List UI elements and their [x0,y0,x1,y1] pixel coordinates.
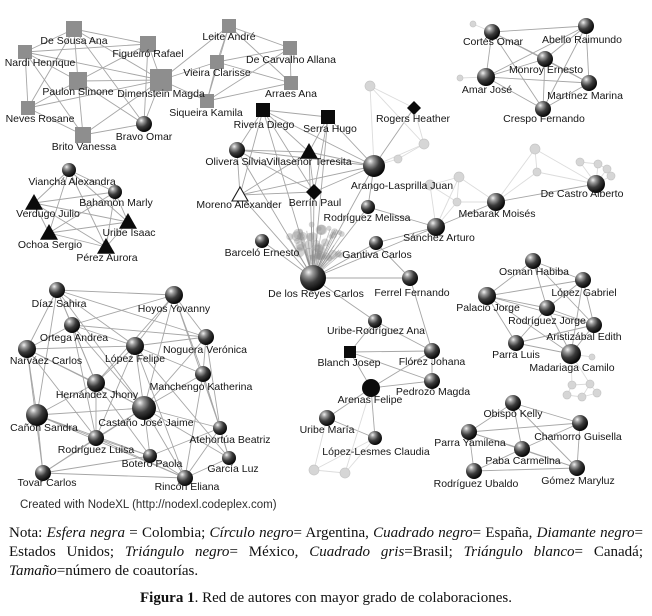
node-label-co: Cortés Omar [462,36,524,48]
node-dca [283,41,297,55]
hub-node [328,234,333,239]
node-label-dm: Dimenstein Magda [117,88,205,100]
node-label-ff: Ferrel Fernando [374,287,450,299]
node-l7 [530,144,540,154]
node-label-rd: Rivera Diego [233,119,295,131]
figure-caption [0,590,652,607]
note-text: = Argentina, [293,525,374,541]
node-label-be: Barceló Ernesto [224,247,300,259]
node-l5 [454,172,464,182]
node-label-mc: Madariaga Camilo [529,362,615,374]
node-gm [569,460,585,476]
node-ff [402,270,418,286]
hub-node [321,238,329,246]
node-label-ura: Uribe-Rodríguez Ana [326,325,426,337]
node-label-pa: Pérez Aurora [76,252,138,264]
note-text: = Estados Unidos; [9,525,643,560]
edge [496,149,535,202]
node-l9 [576,158,584,166]
figure-note [9,524,643,581]
node-label-fr: Figueiró Rafael [112,48,184,60]
note-text: = España, [472,525,537,541]
node-label-sk: Siqueira Kamila [169,107,243,119]
note-term: Tamaño [9,562,57,579]
hub-node [306,233,314,241]
node-label-cg: Chamorro Guisella [534,431,622,443]
edge [492,26,586,32]
node-l12 [607,172,615,180]
node-l3 [394,155,402,163]
node-label-sh: Serra Hugo [303,123,357,135]
node-label-rh: Rogers Heather [375,113,451,125]
node-va [62,163,76,177]
node-l10 [594,160,602,168]
hub-node [314,243,323,252]
note-term: Triángulo blanco [463,543,575,560]
node-l2 [419,139,429,149]
hub-node [286,233,293,240]
note-text: = México, [229,543,310,560]
node-label-bm: Bahamón Marly [79,197,153,209]
node-label-cjj: Castaño José Jaime [98,417,194,429]
node-label-mm: Martínez Marina [547,90,623,102]
node-label-aa: Arraes Ana [265,88,317,100]
node-label-va: Vianchá Alexandra [28,176,116,188]
node-label-dc: De Castro Alberto [540,188,624,200]
edge [57,290,174,295]
node-label-cf: Crespo Fernando [503,113,585,125]
node-label-bo: Bravo Omar [115,131,173,143]
node-label-dca: De Carvalho Allana [246,54,336,66]
node-mm [581,75,597,91]
node-label-ar: Abello Raimundo [542,34,622,46]
node-label-um: Uribe María [299,424,355,436]
edge [535,149,596,184]
node-label-nv: Noguera Verónica [162,344,248,356]
node-llc [368,431,382,445]
edge [263,110,328,117]
note-text: =Brasil; [404,543,464,560]
node-ar [578,18,594,34]
edge [370,86,374,166]
node-label-mk: Manchengo Katherina [149,381,253,393]
node-label-nc: Narváez Carlos [9,355,83,367]
node-label-bv: Brito Vanessa [51,141,117,153]
note-term: Cuadrado negro [373,525,473,541]
node-gc [369,236,383,250]
node-label-gm: Gómez Maryluz [541,475,615,487]
node-label-pm: Pedrozo Magda [395,386,471,398]
node-label-re: Rincón Eliana [154,481,220,493]
edge [474,468,577,471]
node-label-aj: Amar José [461,84,513,96]
node-label-cs: Cañón Sandra [10,422,78,434]
node-label-al: Arango-Lasprilla Juan [350,180,454,192]
node-label-dz: Díaz Sahira [31,298,87,310]
node-oa [64,317,80,333]
node-label-ae: Aristizábal Edith [546,331,622,343]
node-label-ov: Olivera Silvia [205,156,267,168]
node-sh [321,110,335,124]
node-bo [136,116,152,132]
node-label-hy: Hoyos Yovanny [137,303,211,315]
node-l20 [589,354,595,360]
hub-node [317,226,321,230]
node-ab [213,421,227,435]
node-label-lf: López Felipe [104,353,166,365]
node-l1 [365,81,375,91]
hub-node [309,222,315,228]
node-label-pl: Parra Luis [492,349,540,361]
node-label-vt: Villaseñor Teresita [266,156,352,168]
node-label-la: Leite André [202,31,256,43]
node-label-ga: García Luz [207,463,259,475]
note-term: Círculo negro [209,525,294,541]
node-label-vj: Verdugo Julio [16,208,80,220]
edge [537,172,596,184]
node-label-tc: Tovar Carlos [17,477,77,489]
hub-node [322,252,330,260]
node-mc [561,344,581,364]
node-hy [165,286,183,304]
figure-caption-number: Figura 1 [140,589,195,606]
node-label-ok: Obispo Kelly [483,408,543,420]
node-be [255,234,269,248]
node-label-oh: Osman Habiba [498,266,570,278]
node-lt1 [470,21,476,27]
note-term: Diamante negro [536,525,635,541]
node-label-nr: Neves Rosane [5,113,75,125]
node-l14 [340,468,350,478]
node-label-bp: Berrín Paul [288,197,342,209]
edge [370,86,414,108]
note-term: Triángulo negro [124,543,230,560]
node-label-ma: Moreno Alexander [196,199,282,211]
hub-node [339,231,345,237]
node-label-hj: Hernández Jhony [55,389,139,401]
node-label-ru: Rodríguez Ubaldo [433,478,519,490]
node-label-nh: Nardi Henrique [4,57,76,69]
node-label-pc: Paba Carmelina [485,455,561,467]
node-lg [575,272,591,288]
node-mk [195,366,211,382]
hub-node [335,251,341,257]
note-text: =número de coautorías. [56,562,199,579]
node-label-oa: Ortega Andrea [39,332,109,344]
node-label-fj: Flórez Johana [398,356,466,368]
node-label-rm: Rodríguez Melissa [323,212,411,224]
hub-node [326,226,331,231]
note-term: Cuadrado gris [309,543,405,560]
note-text: = Colombia; [125,525,210,541]
node-label-bp2: Botero Paola [121,458,183,470]
node-l15 [568,381,576,389]
node-label-vc: Vieira Clarisse [183,67,251,79]
node-label-rl: Rodríguez Luisa [57,444,135,456]
node-l8 [533,168,541,176]
edge [486,77,589,83]
node-nv [198,329,214,345]
note-text: = Canadá; [574,543,643,560]
node-lt2 [457,75,463,81]
node-label-py: Parra Yamilena [434,437,506,449]
node-al [363,155,385,177]
node-l18 [578,393,586,401]
node-ru [466,463,482,479]
node-l17 [563,391,571,399]
node-label-os: Ochoa Sergio [17,239,83,251]
edge [350,351,432,352]
node-label-rj: Rodríguez Jorge [508,315,586,327]
node-l19 [593,389,601,397]
node-label-dr: De los Reyes Carlos [268,288,364,300]
hub-node [316,254,322,260]
node-label-gc: Gantiva Carlos [342,249,412,261]
figure-caption-text: . Red de autores con mayor grado de colaboraciones. [194,589,512,606]
node-label-me: Monroy Ernesto [508,64,584,76]
node-label-mb: Mebarak Moisés [458,208,536,220]
node-label-ab: Atehortúa Beatriz [189,434,271,446]
node-label-ps: Paulon Simone [42,86,114,98]
node-l11 [603,165,611,173]
node-label-af: Arenas Felipe [337,394,403,406]
node-dz [49,282,65,298]
note-term: Esfera negra [46,525,125,541]
hub-node [310,254,317,261]
note-text: Nota: [9,525,47,541]
edge [78,80,161,81]
node-label-lg: López Gabriel [551,287,617,299]
node-label-pj: Palacio Jorge [456,302,520,314]
node-l16 [586,380,594,388]
node-rd [256,103,270,117]
node-rj [539,300,555,316]
nodexl-credit: Created with NodeXL (http://nodexl.codeplex.com) [20,499,277,511]
node-label-bj: Blanch Josep [317,357,381,369]
node-label-sa: Sánchez Arturo [403,232,475,244]
node-label-llc: López-Lesmes Claudia [322,446,430,458]
node-cg [572,415,588,431]
node-l6 [453,198,461,206]
node-label-ds: De Sousa Ana [40,35,108,47]
node-label-ui: Uribe Isaac [102,227,156,239]
node-l13 [309,465,319,475]
